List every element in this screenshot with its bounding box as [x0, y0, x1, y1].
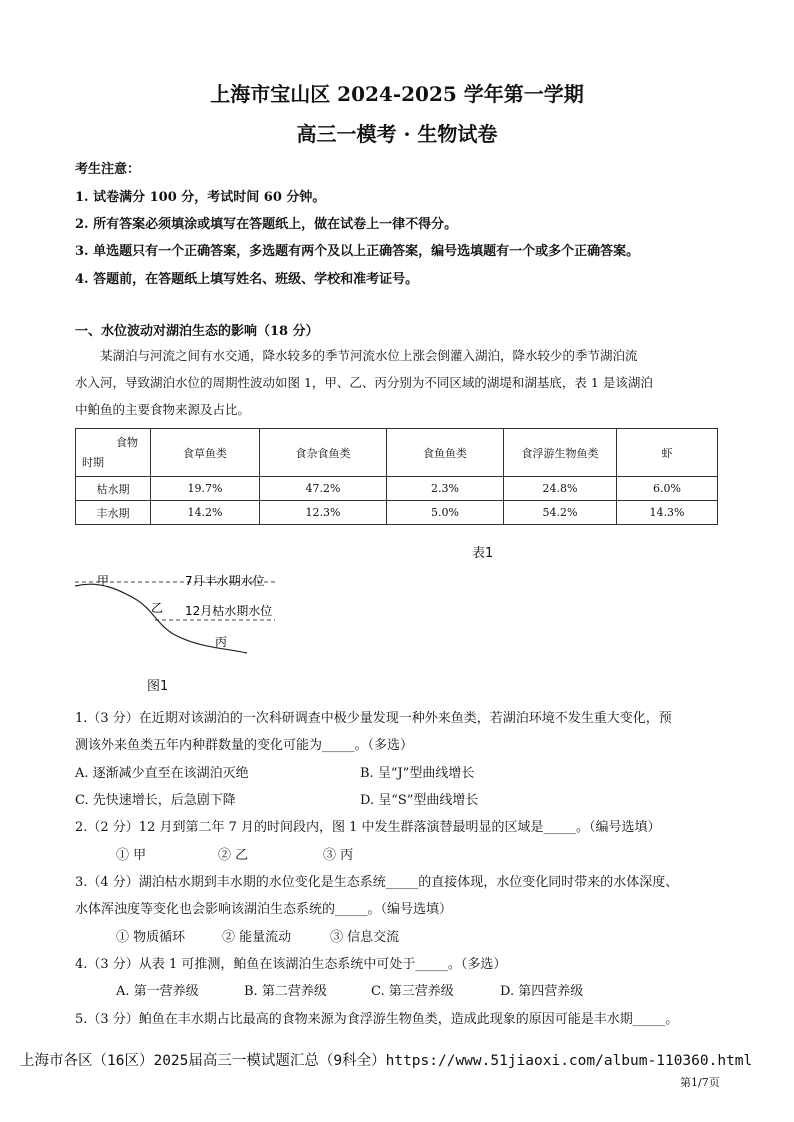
column-header: 食杂食鱼类 [260, 429, 387, 477]
row-period: 丰水期 [76, 501, 151, 525]
question-5: 5.（3 分）鲌鱼在丰水期占比最高的食物来源为食浮游生物鱼类，造成此现象的原因可能是丰水期_____。 [75, 1012, 679, 1027]
q3-option-2: ② 能量流动 [222, 930, 292, 945]
column-header: 食浮游生物鱼类 [504, 429, 617, 477]
question-1: 1.（3 分）在近期对该湖泊的一次科研调查中极少量发现一种外来鱼类，若湖泊环境不发生重大变化，预 [75, 711, 672, 726]
label-yi: 乙 [151, 601, 164, 615]
table-cell: 6.0% [617, 477, 718, 501]
water-level-diagram [75, 570, 305, 665]
label-jia: 甲 [97, 574, 110, 588]
dry-level-label: 12月枯水期水位 [185, 604, 273, 618]
figure-caption: 图1 [147, 679, 169, 694]
table-corner [76, 429, 151, 477]
column-header: 食草鱼类 [151, 429, 260, 477]
table-caption: 表1 [472, 546, 494, 561]
table-cell: 54.2% [504, 501, 617, 525]
q1-option-c: C. 先快速增长，后急剧下降 [75, 793, 236, 808]
page-number: 第1/7页 [680, 1076, 720, 1089]
question-4: 4.（3 分）从表 1 可推测，鲌鱼在该湖泊生态系统中可处于_____。（多选） [75, 957, 507, 972]
label-bing: 丙 [215, 635, 228, 649]
table-cell: 5.0% [387, 501, 504, 525]
intro-line: 某湖泊与河流之间有水交通，降水较多的季节河流水位上涨会倒灌入湖泊，降水较少的季节湖泊流 [100, 348, 638, 363]
q1-option-b: B. 呈“J”型曲线增长 [360, 766, 475, 781]
row-period: 枯水期 [76, 477, 151, 501]
corner-bottom: 时期 [82, 455, 104, 469]
notice-item: 2. 所有答案必须填涂或填写在答题纸上，做在试卷上一律不得分。 [75, 217, 458, 232]
table-cell: 14.3% [617, 501, 718, 525]
question-1-cont: 测该外来鱼类五年内种群数量的变化可能为_____。（多选） [75, 738, 414, 753]
table-cell: 19.7% [151, 477, 260, 501]
table-cell: 2.3% [387, 477, 504, 501]
question-2: 2.（2 分）12 月到第二年 7 月的时间段内，图 1 中发生群落演替最明显的区域是_____。（编号选填） [75, 820, 661, 835]
q4-option-a: A. 第一营养级 [116, 984, 199, 999]
table-cell: 12.3% [260, 501, 387, 525]
table-cell: 24.8% [504, 477, 617, 501]
notice-item: 4. 答题前，在答题纸上填写姓名、班级、学校和准考证号。 [75, 272, 419, 287]
flood-level-label: 7月丰水期水位 [185, 574, 265, 588]
question-3-cont: 水体浑浊度等变化也会影响该湖泊生态系统的_____。（编号选填） [75, 902, 453, 917]
q1-option-d: D. 呈“S”型曲线增长 [360, 793, 479, 808]
intro-line: 水入河，导致湖泊水位的周期性波动如图 1，甲、乙、丙分别为不同区域的湖堤和湖基底，表 1 是该湖泊 [75, 375, 653, 390]
q4-option-d: D. 第四营养级 [500, 984, 584, 999]
exam-subtitle: 高三一模考 · 生物试卷 [296, 122, 498, 146]
footer-link[interactable]: 上海市各区（16区）2025届高三一模试题汇总（9科全）https://www.51jiaoxi.com/album-110360.html [20, 1053, 753, 1069]
notice-heading: 考生注意： [75, 162, 141, 177]
section-heading: 一、水位波动对湖泊生态的影响（18 分） [75, 324, 319, 339]
table-cell: 47.2% [260, 477, 387, 501]
q2-option-1: ① 甲 [116, 848, 147, 863]
q3-option-3: ③ 信息交流 [330, 930, 400, 945]
column-header: 食鱼鱼类 [387, 429, 504, 477]
q2-option-2: ② 乙 [218, 848, 249, 863]
q2-option-3: ③ 丙 [323, 848, 354, 863]
q4-option-b: B. 第二营养级 [244, 984, 327, 999]
column-header: 虾 [617, 429, 718, 477]
food-source-table [75, 428, 718, 525]
table-row [76, 501, 718, 525]
table-row [76, 477, 718, 501]
table-header-row [76, 429, 718, 477]
notice-item: 1. 试卷满分 100 分，考试时间 60 分钟。 [75, 190, 326, 205]
table-cell: 14.2% [151, 501, 260, 525]
notice-item: 3. 单选题只有一个正确答案，多选题有两个及以上正确答案，编号选填题有一个或多个正确答案。 [75, 244, 640, 259]
corner-top: 食物 [116, 435, 138, 449]
intro-line: 中鲌鱼的主要食物来源及占比。 [75, 402, 251, 417]
q3-option-1: ① 物质循环 [116, 930, 186, 945]
exam-title: 上海市宝山区 2024-2025 学年第一学期 [210, 82, 584, 106]
q4-option-c: C. 第三营养级 [371, 984, 454, 999]
question-3: 3.（4 分）湖泊枯水期到丰水期的水位变化是生态系统_____的直接体现，水位变化同时带来的水体深度、 [75, 875, 679, 890]
q1-option-a: A. 逐渐减少直至在该湖泊灭绝 [75, 766, 249, 781]
